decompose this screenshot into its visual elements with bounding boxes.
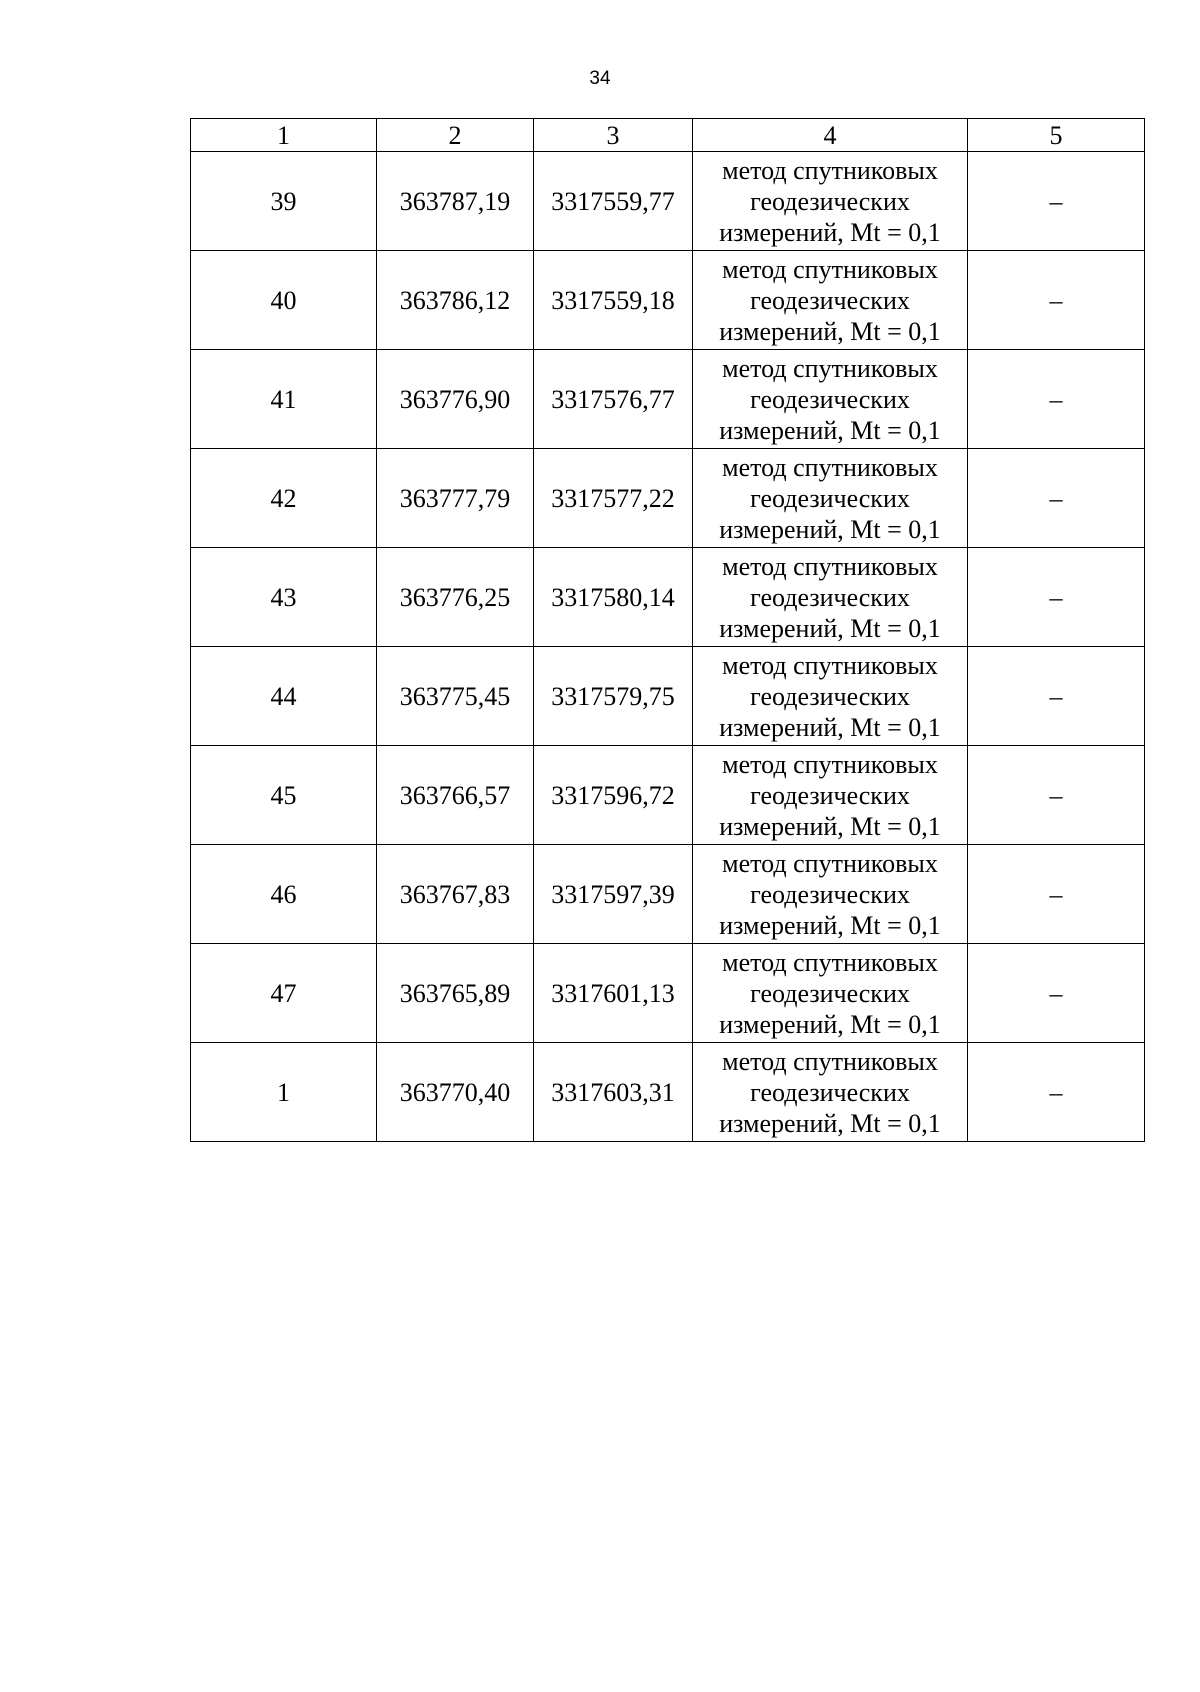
note-cell: –: [968, 1043, 1145, 1142]
point-number-cell: 45: [191, 746, 377, 845]
point-number-cell: 1: [191, 1043, 377, 1142]
method-text-line: геодезических: [750, 384, 910, 414]
coordinate-x-cell: 363770,40: [377, 1043, 534, 1142]
coordinate-y-cell: 3317603,31: [534, 1043, 693, 1142]
coordinate-x-cell: 363777,79: [377, 449, 534, 548]
table-row: [191, 746, 1145, 845]
method-cell: [693, 548, 968, 647]
method-text-line: метод спутниковых: [722, 749, 938, 779]
method-text-line: метод спутниковых: [722, 650, 938, 680]
coordinate-x-cell: 363775,45: [377, 647, 534, 746]
method-cell: [693, 647, 968, 746]
method-cell: [693, 944, 968, 1043]
method-text-line: метод спутниковых: [722, 155, 938, 185]
method-text-line: метод спутниковых: [722, 947, 938, 977]
column-header-1: 1: [191, 119, 377, 152]
method-text-line: метод спутниковых: [722, 1046, 938, 1076]
method-text-line: метод спутниковых: [722, 254, 938, 284]
note-cell: –: [968, 350, 1145, 449]
method-text-line: измерений, Mt = 0,1: [719, 217, 941, 247]
table-body: [191, 152, 1145, 1142]
column-header-2: 2: [377, 119, 534, 152]
coordinates-table: [190, 118, 1145, 1142]
method-text-line: измерений, Mt = 0,1: [719, 514, 941, 544]
point-number-cell: 41: [191, 350, 377, 449]
page-number: 34: [589, 68, 611, 89]
method-text-line: измерений, Mt = 0,1: [719, 910, 941, 940]
coordinate-x-cell: 363776,25: [377, 548, 534, 647]
method-text-line: измерений, Mt = 0,1: [719, 1108, 941, 1138]
table-row: [191, 647, 1145, 746]
coordinate-y-cell: 3317601,13: [534, 944, 693, 1043]
note-cell: –: [968, 251, 1145, 350]
table-row: [191, 548, 1145, 647]
table-row: [191, 350, 1145, 449]
point-number-cell: 40: [191, 251, 377, 350]
column-header-4: 4: [693, 119, 968, 152]
method-text-line: геодезических: [750, 582, 910, 612]
coordinate-y-cell: 3317579,75: [534, 647, 693, 746]
method-text-line: геодезических: [750, 186, 910, 216]
method-text-line: геодезических: [750, 483, 910, 513]
method-cell: [693, 449, 968, 548]
method-text-line: метод спутниковых: [722, 551, 938, 581]
method-cell: [693, 152, 968, 251]
table-row: [191, 845, 1145, 944]
method-text-line: метод спутниковых: [722, 353, 938, 383]
point-number-cell: 43: [191, 548, 377, 647]
coordinate-x-cell: 363787,19: [377, 152, 534, 251]
note-cell: –: [968, 548, 1145, 647]
coordinate-x-cell: 363766,57: [377, 746, 534, 845]
method-cell: [693, 251, 968, 350]
method-cell: [693, 746, 968, 845]
note-cell: –: [968, 449, 1145, 548]
table-row: [191, 251, 1145, 350]
coordinate-y-cell: 3317576,77: [534, 350, 693, 449]
method-text-line: метод спутниковых: [722, 848, 938, 878]
method-cell: [693, 350, 968, 449]
table-row: [191, 1043, 1145, 1142]
table-header: [191, 119, 1145, 152]
method-text-line: геодезических: [750, 285, 910, 315]
method-text-line: геодезических: [750, 879, 910, 909]
coordinate-y-cell: 3317596,72: [534, 746, 693, 845]
point-number-cell: 47: [191, 944, 377, 1043]
method-text-line: геодезических: [750, 780, 910, 810]
method-text-line: измерений, Mt = 0,1: [719, 1009, 941, 1039]
column-header-3: 3: [534, 119, 693, 152]
method-text-line: метод спутниковых: [722, 452, 938, 482]
method-cell: [693, 1043, 968, 1142]
point-number-cell: 44: [191, 647, 377, 746]
point-number-cell: 46: [191, 845, 377, 944]
coordinate-y-cell: 3317559,18: [534, 251, 693, 350]
method-text-line: геодезических: [750, 978, 910, 1008]
note-cell: –: [968, 845, 1145, 944]
method-cell: [693, 845, 968, 944]
method-text-line: измерений, Mt = 0,1: [719, 316, 941, 346]
point-number-cell: 42: [191, 449, 377, 548]
coordinate-y-cell: 3317559,77: [534, 152, 693, 251]
coordinate-x-cell: 363776,90: [377, 350, 534, 449]
note-cell: –: [968, 746, 1145, 845]
header-row: [191, 119, 1145, 152]
coordinate-y-cell: 3317580,14: [534, 548, 693, 647]
note-cell: –: [968, 152, 1145, 251]
coordinate-y-cell: 3317597,39: [534, 845, 693, 944]
point-number-cell: 39: [191, 152, 377, 251]
coordinate-x-cell: 363786,12: [377, 251, 534, 350]
table-row: [191, 449, 1145, 548]
coordinate-x-cell: 363767,83: [377, 845, 534, 944]
table-row: [191, 944, 1145, 1043]
coordinate-x-cell: 363765,89: [377, 944, 534, 1043]
coordinate-y-cell: 3317577,22: [534, 449, 693, 548]
column-header-5: 5: [968, 119, 1145, 152]
method-text-line: измерений, Mt = 0,1: [719, 613, 941, 643]
note-cell: –: [968, 647, 1145, 746]
method-text-line: измерений, Mt = 0,1: [719, 811, 941, 841]
method-text-line: геодезических: [750, 681, 910, 711]
note-cell: –: [968, 944, 1145, 1043]
table-row: [191, 152, 1145, 251]
method-text-line: измерений, Mt = 0,1: [719, 415, 941, 445]
method-text-line: геодезических: [750, 1077, 910, 1107]
method-text-line: измерений, Mt = 0,1: [719, 712, 941, 742]
